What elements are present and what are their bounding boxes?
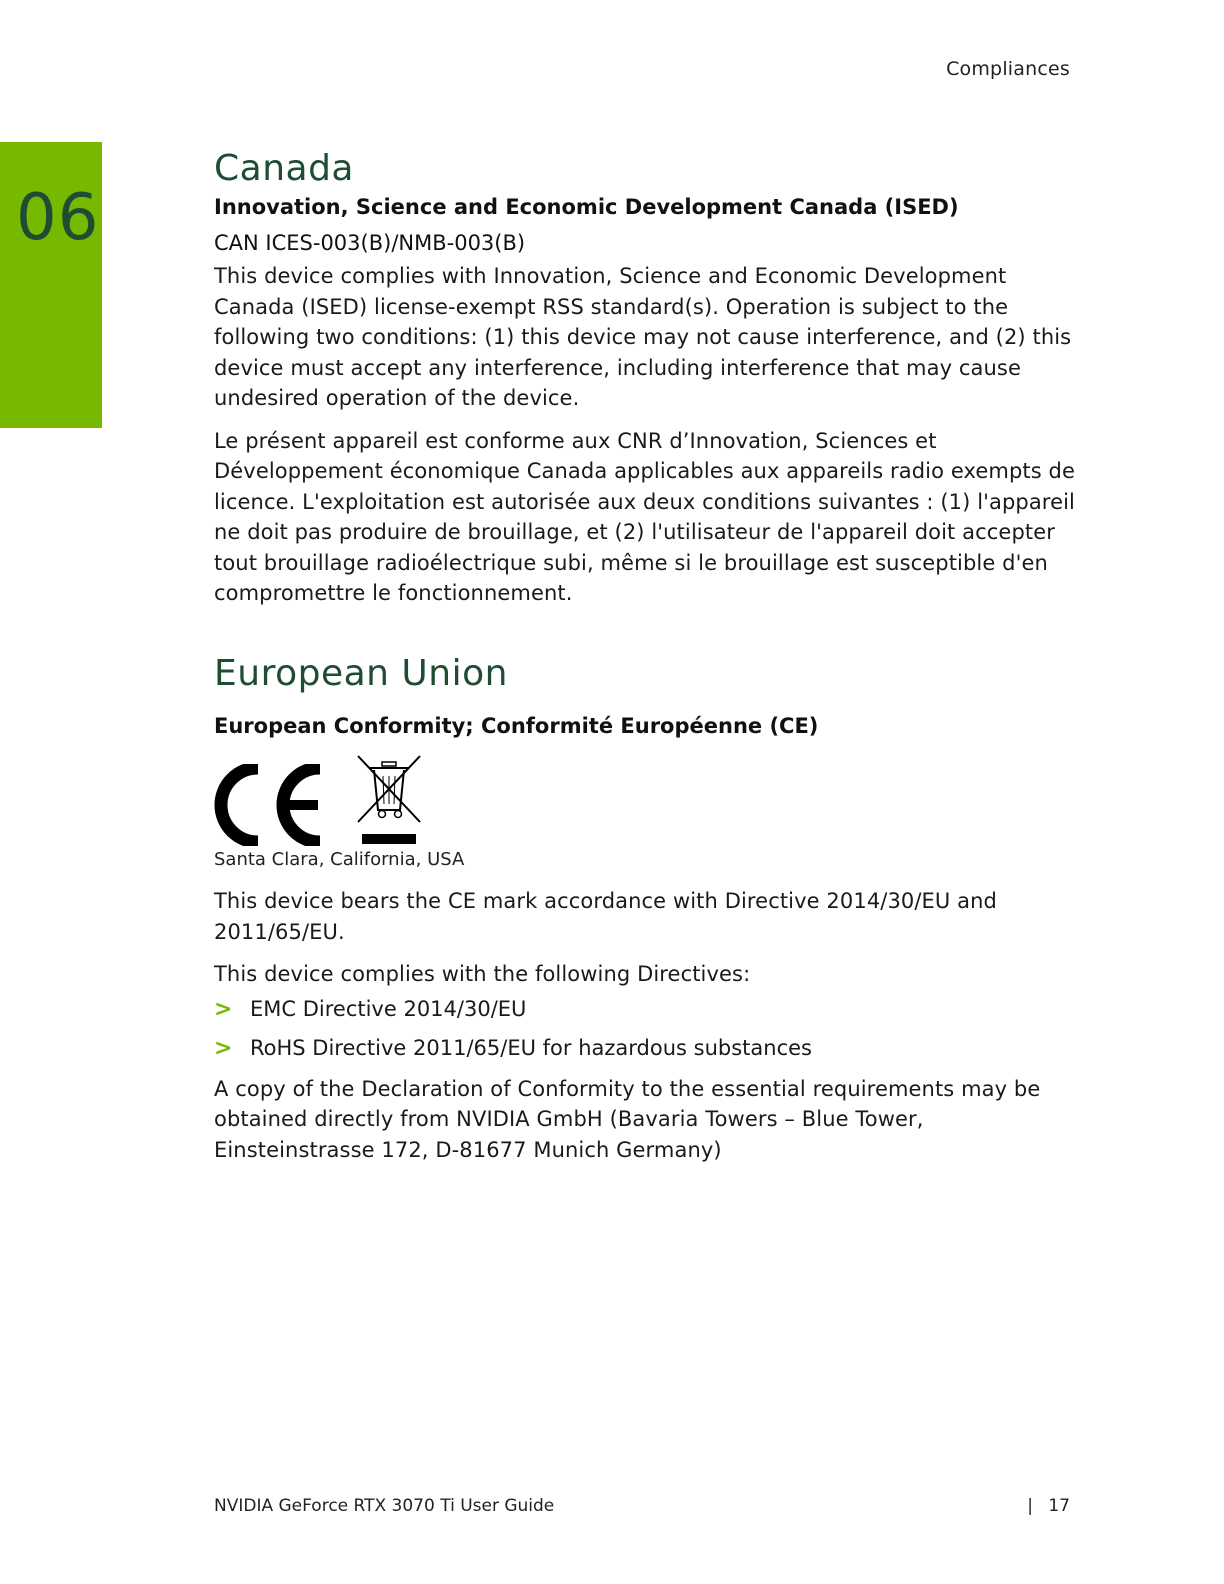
mark-caption: Santa Clara, California, USA <box>214 849 465 871</box>
running-header: Compliances <box>946 58 1070 80</box>
list-item <box>214 1029 1080 1068</box>
bullet-arrow-icon: > <box>214 996 233 1022</box>
ce-mark-icon <box>214 764 326 846</box>
footer-page-info <box>1027 1496 1070 1516</box>
directives-list <box>214 990 1080 1068</box>
ce-paragraph: This device bears the CE mark accordance with Directive 2014/30/EU and 2011/65/EU. <box>214 889 997 944</box>
canada-paragraph-en: This device complies with Innovation, Science and Economic Development Canada (ISED) license-exempt RSS standard(s). Operation is subject to the following two conditions: (1) this device may not cause interference, and (2) this device must accept any interference, including interference that may cause undesired operation of the device. <box>214 264 1072 411</box>
directive-rohs: RoHS Directive 2011/65/EU for hazardous substances <box>250 1035 812 1060</box>
directive-emc: EMC Directive 2014/30/EU <box>250 996 527 1021</box>
bullet-arrow-icon: > <box>214 1035 233 1061</box>
directives-intro: This device complies with the following Directives: <box>214 962 751 987</box>
compliance-marks <box>214 754 1080 846</box>
declaration-paragraph: A copy of the Declaration of Conformity to the essential requirements may be obtained directly from NVIDIA GmbH (Bavaria Towers – Blue Tower, Einsteinstrasse 172, D-81677 Munich Germany) <box>214 1076 1041 1162</box>
page-content <box>214 148 1080 1177</box>
section-title-canada: Canada <box>214 148 354 189</box>
chapter-number: 06 <box>16 181 100 255</box>
footer-separator: | <box>1027 1496 1033 1516</box>
footer-guide-title: NVIDIA GeForce RTX 3070 Ti User Guide <box>214 1496 555 1516</box>
page-number: 17 <box>1048 1496 1070 1516</box>
ices-standard: CAN ICES-003(B)/NMB-003(B) <box>214 231 526 256</box>
section-title-eu: European Union <box>214 652 508 694</box>
ce-heading: European Conformity; Conformité Européenne (CE) <box>214 714 819 739</box>
canada-paragraph-fr: Le présent appareil est conforme aux CNR d’Innovation, Sciences et Développement économique Canada applicables aux appareils radio exempts de licence. L'exploitation est autorisée aux deux conditions suivantes : (1) l'appareil ne doit pas produire de brouillage, et (2) l'utilisateur de l'appareil doit accepter tout brouillage radioélectrique subi, même si le brouillage est susceptible d'en compromettre le fonctionnement. <box>214 428 1075 606</box>
list-item <box>214 990 1080 1029</box>
weee-bin-icon <box>356 754 424 846</box>
ised-heading: Innovation, Science and Economic Development Canada (ISED) <box>214 195 959 220</box>
